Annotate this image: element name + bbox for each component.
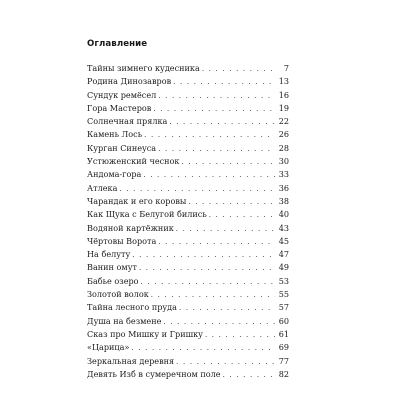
toc-entry-title: Девять Изб в сумеречном поле bbox=[87, 368, 221, 379]
toc-entry bbox=[87, 182, 289, 195]
toc-entry bbox=[87, 248, 289, 261]
dot-leader bbox=[143, 169, 275, 182]
toc-entry-title: Чарандак и его коровы bbox=[87, 195, 187, 206]
dot-leader bbox=[173, 76, 275, 89]
dot-leader bbox=[153, 103, 275, 116]
toc-entry bbox=[87, 168, 289, 181]
toc-entry-page: 61 bbox=[278, 328, 289, 339]
toc-entry-page: 45 bbox=[278, 235, 289, 246]
dot-leader bbox=[188, 196, 275, 209]
toc-entry bbox=[87, 222, 289, 235]
toc-entry-title: Андома-гора bbox=[87, 169, 142, 180]
toc-entry-page: 7 bbox=[283, 63, 289, 73]
dot-leader bbox=[119, 183, 275, 196]
toc-entry bbox=[87, 62, 289, 75]
dot-leader bbox=[132, 249, 275, 262]
toc-entry-page: 19 bbox=[278, 102, 289, 113]
toc-entry-title: Сказ про Мишку и Гришку bbox=[87, 328, 203, 339]
toc-entry-page: 16 bbox=[278, 89, 289, 100]
toc-entry-title: Водяной картёжник bbox=[87, 222, 174, 233]
toc-list bbox=[87, 62, 289, 381]
toc-entry-page: 77 bbox=[278, 355, 289, 366]
toc-entry-title: Тайны зимнего кудесника bbox=[87, 63, 200, 73]
toc-entry-title: Сундук ремёсел bbox=[87, 89, 157, 100]
toc-entry-page: 33 bbox=[278, 169, 289, 180]
toc-entry bbox=[87, 368, 289, 381]
toc-entry-page: 47 bbox=[278, 249, 289, 260]
toc-entry-title: Ванин омут bbox=[87, 262, 137, 273]
toc-entry-title: Тайна лесного пруда bbox=[87, 302, 177, 313]
dot-leader bbox=[158, 143, 275, 156]
toc-entry bbox=[87, 315, 289, 328]
toc-entry bbox=[87, 275, 289, 288]
toc-entry-page: 57 bbox=[278, 302, 289, 313]
toc-entry-page: 82 bbox=[278, 368, 289, 379]
toc-entry-title: Устюженский чеснок bbox=[87, 156, 180, 167]
toc-entry bbox=[87, 235, 289, 248]
dot-leader bbox=[141, 276, 275, 289]
toc-entry bbox=[87, 128, 289, 141]
dot-leader bbox=[163, 316, 275, 329]
toc-entry bbox=[87, 142, 289, 155]
toc-entry-title: На белуту bbox=[87, 249, 131, 260]
toc-entry-title: Золотой волок bbox=[87, 289, 149, 300]
toc-entry bbox=[87, 89, 289, 102]
toc-entry bbox=[87, 102, 289, 115]
dot-leader bbox=[202, 63, 275, 76]
toc-entry-page: 55 bbox=[278, 289, 289, 300]
dot-leader bbox=[139, 262, 275, 275]
toc-entry-title: Родина Динозавров bbox=[87, 76, 172, 87]
toc-entry bbox=[87, 288, 289, 301]
toc-entry-title: Душа на безмене bbox=[87, 315, 162, 326]
toc-entry-title: Солнечная прялка bbox=[87, 116, 168, 127]
toc-entry-title: Зеркальная деревня bbox=[87, 355, 175, 366]
toc-entry-page: 49 bbox=[278, 262, 289, 273]
table-of-contents bbox=[87, 38, 289, 381]
toc-entry-title: Атлека bbox=[87, 182, 118, 193]
dot-leader bbox=[176, 356, 275, 369]
toc-entry-page: 43 bbox=[278, 222, 289, 233]
toc-entry-page: 38 bbox=[278, 195, 289, 206]
dot-leader bbox=[205, 329, 275, 342]
dot-leader bbox=[176, 223, 275, 236]
toc-entry bbox=[87, 75, 289, 88]
dot-leader bbox=[144, 129, 275, 142]
toc-title: Оглавление bbox=[87, 39, 148, 49]
dot-leader bbox=[179, 302, 275, 315]
toc-entry bbox=[87, 208, 289, 221]
toc-entry bbox=[87, 341, 289, 354]
toc-entry bbox=[87, 195, 289, 208]
toc-entry bbox=[87, 261, 289, 274]
dot-leader bbox=[182, 156, 276, 169]
toc-entry bbox=[87, 155, 289, 168]
toc-entry-page: 53 bbox=[278, 275, 289, 286]
dot-leader bbox=[223, 369, 275, 382]
dot-leader bbox=[158, 90, 275, 103]
toc-entry-page: 28 bbox=[278, 142, 289, 153]
toc-entry-page: 40 bbox=[278, 209, 289, 220]
toc-entry-title: Как Щука с Белугой бились bbox=[87, 209, 207, 220]
toc-entry bbox=[87, 115, 289, 128]
dot-leader bbox=[158, 236, 275, 249]
toc-entry-page: 13 bbox=[278, 76, 289, 87]
toc-entry-page: 60 bbox=[278, 315, 289, 326]
dot-leader bbox=[209, 209, 275, 222]
toc-entry bbox=[87, 301, 289, 314]
toc-entry-title: Бабье озеро bbox=[87, 275, 139, 286]
toc-entry-page: 22 bbox=[278, 116, 289, 127]
dot-leader bbox=[169, 116, 275, 129]
toc-entry-page: 30 bbox=[278, 156, 289, 167]
toc-entry bbox=[87, 355, 289, 368]
toc-entry-title: «Царица» bbox=[87, 342, 130, 353]
toc-entry-title: Курган Синеуса bbox=[87, 142, 157, 153]
toc-entry-page: 26 bbox=[278, 129, 289, 140]
dot-leader bbox=[151, 289, 275, 302]
toc-entry-title: Камень Лось bbox=[87, 129, 143, 140]
toc-entry-page: 69 bbox=[278, 342, 289, 353]
toc-entry-title: Гора Мастеров bbox=[87, 102, 152, 113]
toc-entry bbox=[87, 328, 289, 341]
dot-leader bbox=[131, 342, 275, 355]
toc-entry-title: Чёртовы Ворота bbox=[87, 235, 157, 246]
toc-entry-page: 36 bbox=[278, 182, 289, 193]
